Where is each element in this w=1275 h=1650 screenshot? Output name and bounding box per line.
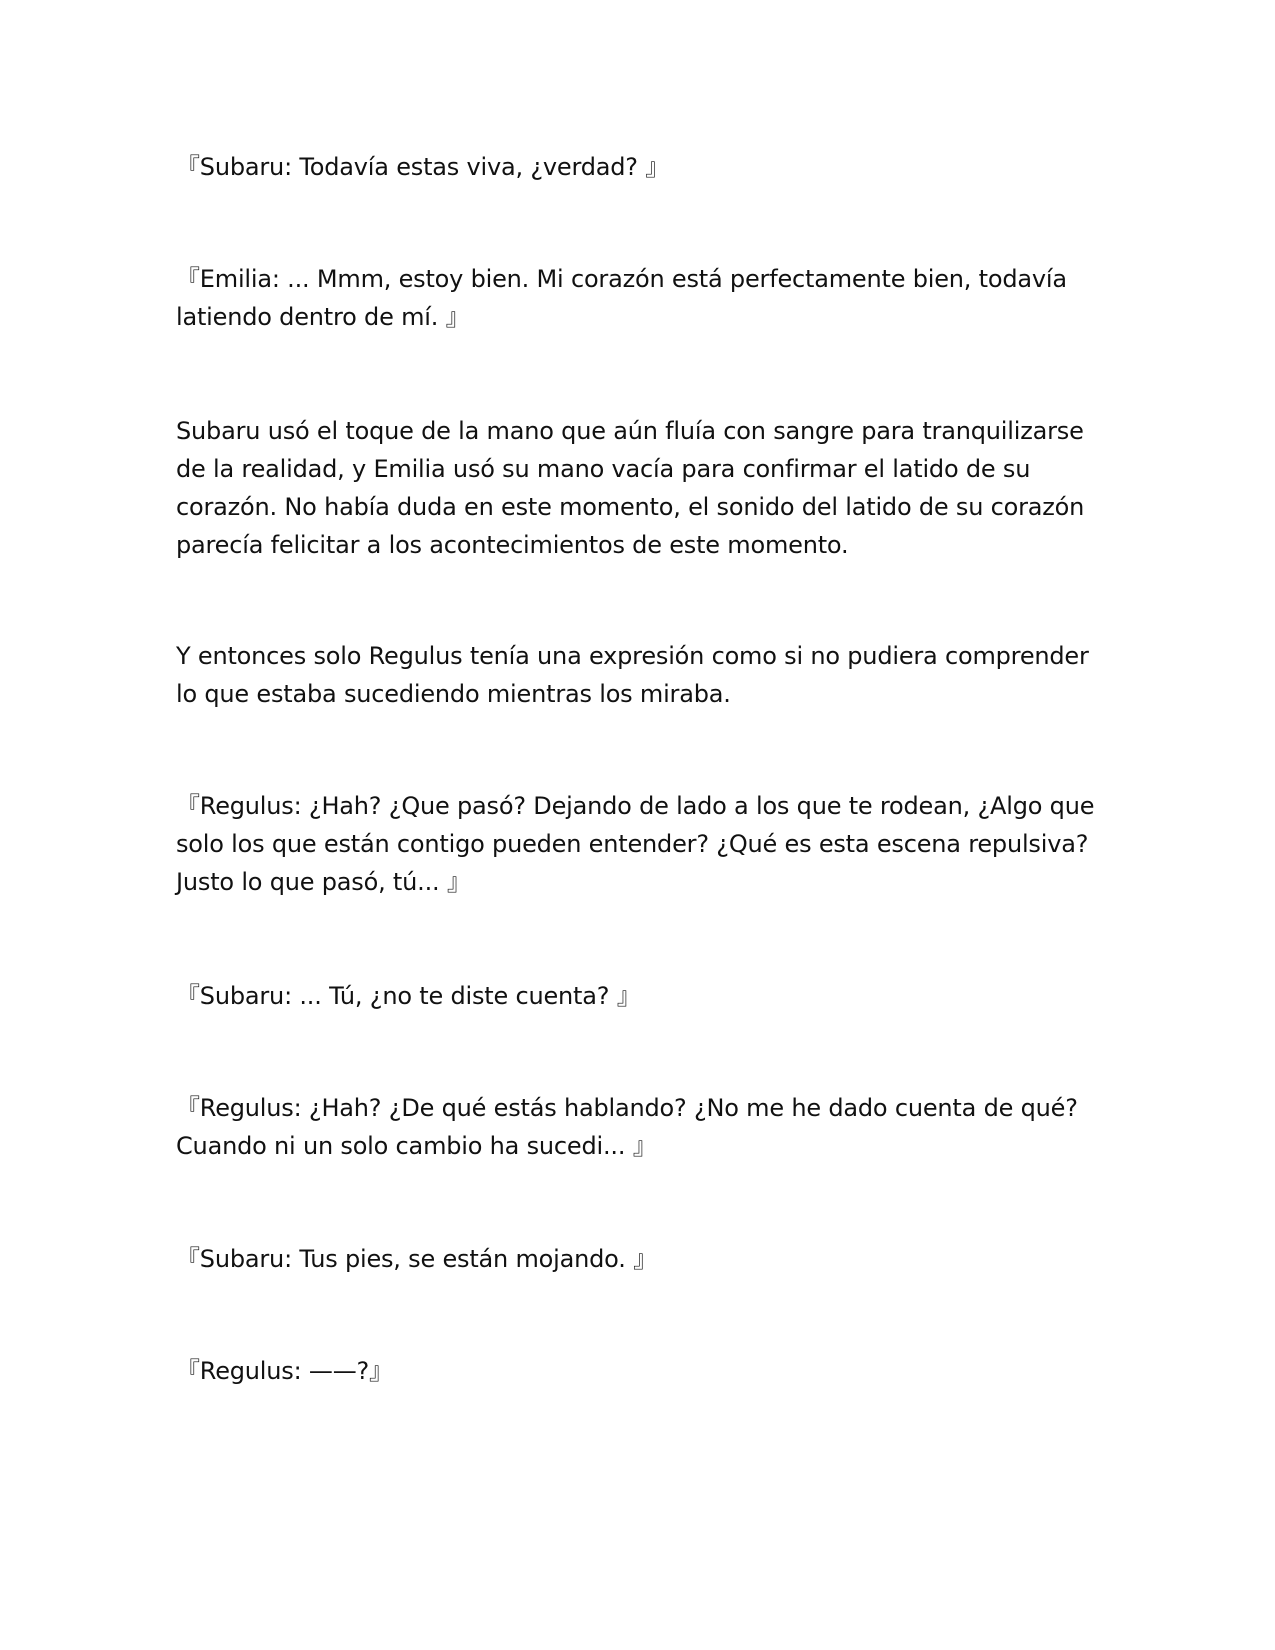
narration-paragraph-2: Y entonces solo Regulus tenía una expresión como si no pudiera comprender lo que estaba sucediendo mientras los miraba. xyxy=(176,642,1089,708)
dialogue-regulus-2: 『Regulus: ¿Hah? ¿De qué estás hablando? ¿No me he dado cuenta de qué? Cuando ni un solo cambio ha sucedi... 』 xyxy=(176,1094,1078,1160)
dialogue-subaru-1: 『Subaru: Todavía estas viva, ¿verdad? 』 xyxy=(176,153,670,181)
dialogue-regulus-3: 『Regulus: ——?』 xyxy=(176,1357,393,1385)
dialogue-subaru-2: 『Subaru: ... Tú, ¿no te diste cuenta? 』 xyxy=(176,982,641,1010)
narration-paragraph-1: Subaru usó el toque de la mano que aún fluía con sangre para tranquilizarse de la realidad, y Emilia usó su mano vacía para confirmar el latido de su corazón. No había duda en este momento, el sonido del latido de su corazón parecía felicitar a los acontecimientos de este momento. xyxy=(176,417,1085,559)
dialogue-emilia-1: 『Emilia: ... Mmm, estoy bien. Mi corazón está perfectamente bien, todavía latiendo dentro de mí. 』 xyxy=(176,265,1067,331)
dialogue-regulus-1: 『Regulus: ¿Hah? ¿Que pasó? Dejando de lado a los que te rodean, ¿Algo que solo los que están contigo pueden entender? ¿Qué es esta escena repulsiva? Justo lo que pasó, tú... 』 xyxy=(176,792,1095,896)
dialogue-subaru-3: 『Subaru: Tus pies, se están mojando. 』 xyxy=(176,1245,657,1273)
